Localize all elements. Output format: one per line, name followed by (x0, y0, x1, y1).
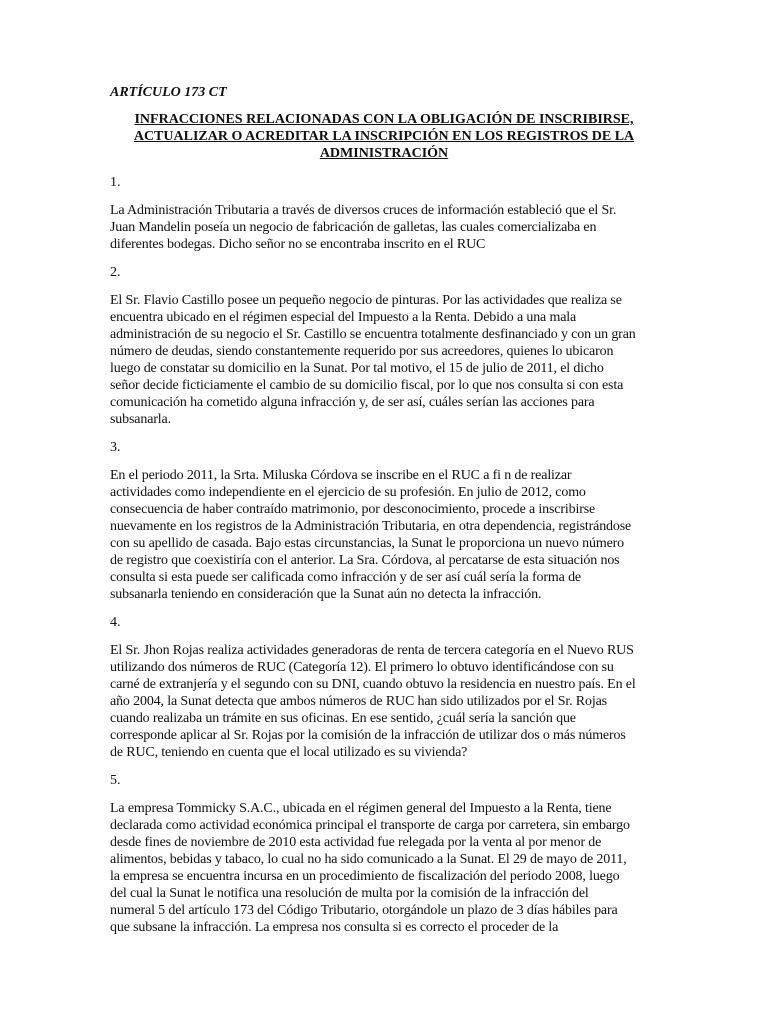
paragraph-line: consecuencia de haber contraído matrimonio, por desconocimiento, procede a inscribirse (110, 502, 596, 517)
paragraph-line: La empresa Tommicky S.A.C., ubicada en el régimen general del Impuesto a la Renta, tiene (110, 801, 612, 816)
paragraph-line: la empresa se encuentra incursa en un procedimiento de fiscalización del periodo 2008, luego (110, 869, 620, 884)
paragraph-line: El Sr. Flavio Castillo posee un pequeño negocio de pinturas. Por las actividades que realiza se (110, 293, 622, 308)
paragraph-line: nuevamente en los registros de la Administración Tributaria, en otra dependencia, registrándose (110, 519, 632, 534)
paragraph-line: subsanarla. (110, 412, 171, 427)
paragraph-line: carné de extranjería y el segundo con su DNI, cuando obtuvo la residencia en nuestro país. En el (110, 677, 636, 692)
paragraph-line: luego de constatar su domicilio en la Sunat. Por tal motivo, el 15 de julio de 2011, el dicho (110, 361, 604, 376)
case-number: 4. (110, 615, 121, 630)
paragraph-line: actividades como independiente en el ejercicio de su profesión. En julio de 2012, como (110, 485, 586, 500)
paragraph-line: La Administración Tributaria a través de diversos cruces de información estableció que el Sr. (110, 203, 617, 218)
paragraph-line: numeral 5 del artículo 173 del Código Tributario, otorgándole un plazo de 3 días hábiles para (110, 903, 618, 918)
document-page (110, 84, 658, 947)
section-heading (110, 111, 658, 162)
case-number: 5. (110, 773, 121, 788)
case-paragraph (110, 642, 658, 761)
paragraph-line: de registro que coexistiría con el anterior. La Sra. Córdova, al percatarse de esta situación nos (110, 553, 620, 568)
paragraph-line: con su apellido de casada. Bajo estas circunstancias, la Sunat le proporciona un nuevo número (110, 536, 624, 551)
article-title: ARTÍCULO 173 CT (110, 85, 227, 100)
paragraph-line: comunicación ha cometido alguna infracción y, de ser así, cuáles serían las acciones para (110, 395, 595, 410)
paragraph-line: del cual la Sunat le notifica una resolución de multa por la comisión de la infracción del (110, 886, 589, 901)
heading-line: ADMINISTRACIÓN (319, 146, 449, 161)
paragraph-line: de RUC, teniendo en cuenta que el local utilizado es su vivienda? (110, 745, 468, 760)
case-paragraph (110, 467, 658, 603)
paragraph-line: declarada como actividad económica principal el transporte de carga por carretera, sin embargo (110, 818, 630, 833)
paragraph-line: año 2004, la Sunat detecta que ambos números de RUC han sido utilizados por el Sr. Rojas (110, 694, 607, 709)
paragraph-line: cuando realizaba un trámite en sus oficinas. En ese sentido, ¿cuál sería la sanción que (110, 711, 576, 726)
case-paragraph (110, 800, 658, 936)
paragraph-line: consulta si esta puede ser calificada como infracción y de ser así cuál sería la forma de (110, 570, 581, 585)
case-number: 2. (110, 265, 121, 280)
paragraph-line: administración de su negocio el Sr. Castillo se encuentra totalmente desfinanciado y con un gran (110, 327, 636, 342)
paragraph-line: alimentos, bebidas y tabaco, lo cual no ha sido comunicado a la Sunat. El 29 de mayo de 2011, (110, 852, 627, 867)
paragraph-line: encuentra ubicado en el régimen especial del Impuesto a la Renta. Debido a una mala (110, 310, 577, 325)
paragraph-line: En el periodo 2011, la Srta. Miluska Córdova se inscribe en el RUC a fi n de realizar (110, 468, 572, 483)
heading-line: ACTUALIZAR O ACREDITAR LA INSCRIPCIÓN EN LOS REGISTROS DE LA (133, 129, 635, 144)
paragraph-line: Juan Mandelin poseía un negocio de fabricación de galletas, las cuales comercializaba en (110, 220, 597, 235)
paragraph-line: diferentes bodegas. Dicho señor no se encontraba inscrito en el RUC (110, 237, 486, 252)
case-number: 3. (110, 440, 121, 455)
paragraph-line: El Sr. Jhon Rojas realiza actividades generadoras de renta de tercera categoría en el Nuevo RUS (110, 643, 634, 658)
case-number: 1. (110, 175, 121, 190)
paragraph-line: señor decide ficticiamente el cambio de su domicilio fiscal, por lo que nos consulta si con esta (110, 378, 624, 393)
case-paragraph (110, 202, 658, 253)
case-paragraph (110, 292, 658, 428)
paragraph-line: número de deudas, siendo constantemente requerido por sus acreedores, quienes lo ubicaron (110, 344, 614, 359)
paragraph-line: que subsane la infracción. La empresa nos consulta si es correcto el proceder de la (110, 920, 559, 935)
heading-line: INFRACCIONES RELACIONADAS CON LA OBLIGACIÓN DE INSCRIBIRSE, (134, 112, 634, 127)
paragraph-line: subsanarla teniendo en consideración que la Sunat aún no detecta la infracción. (110, 587, 542, 602)
paragraph-line: desde fines de noviembre de 2010 esta actividad fue relegada por la venta al por menor de (110, 835, 602, 850)
paragraph-line: utilizando dos números de RUC (Categoría 12). El primero lo obtuvo identificándose con su (110, 660, 614, 675)
paragraph-line: corresponde aplicar al Sr. Rojas por la comisión de la infracción de utilizar dos o más números (110, 728, 626, 743)
